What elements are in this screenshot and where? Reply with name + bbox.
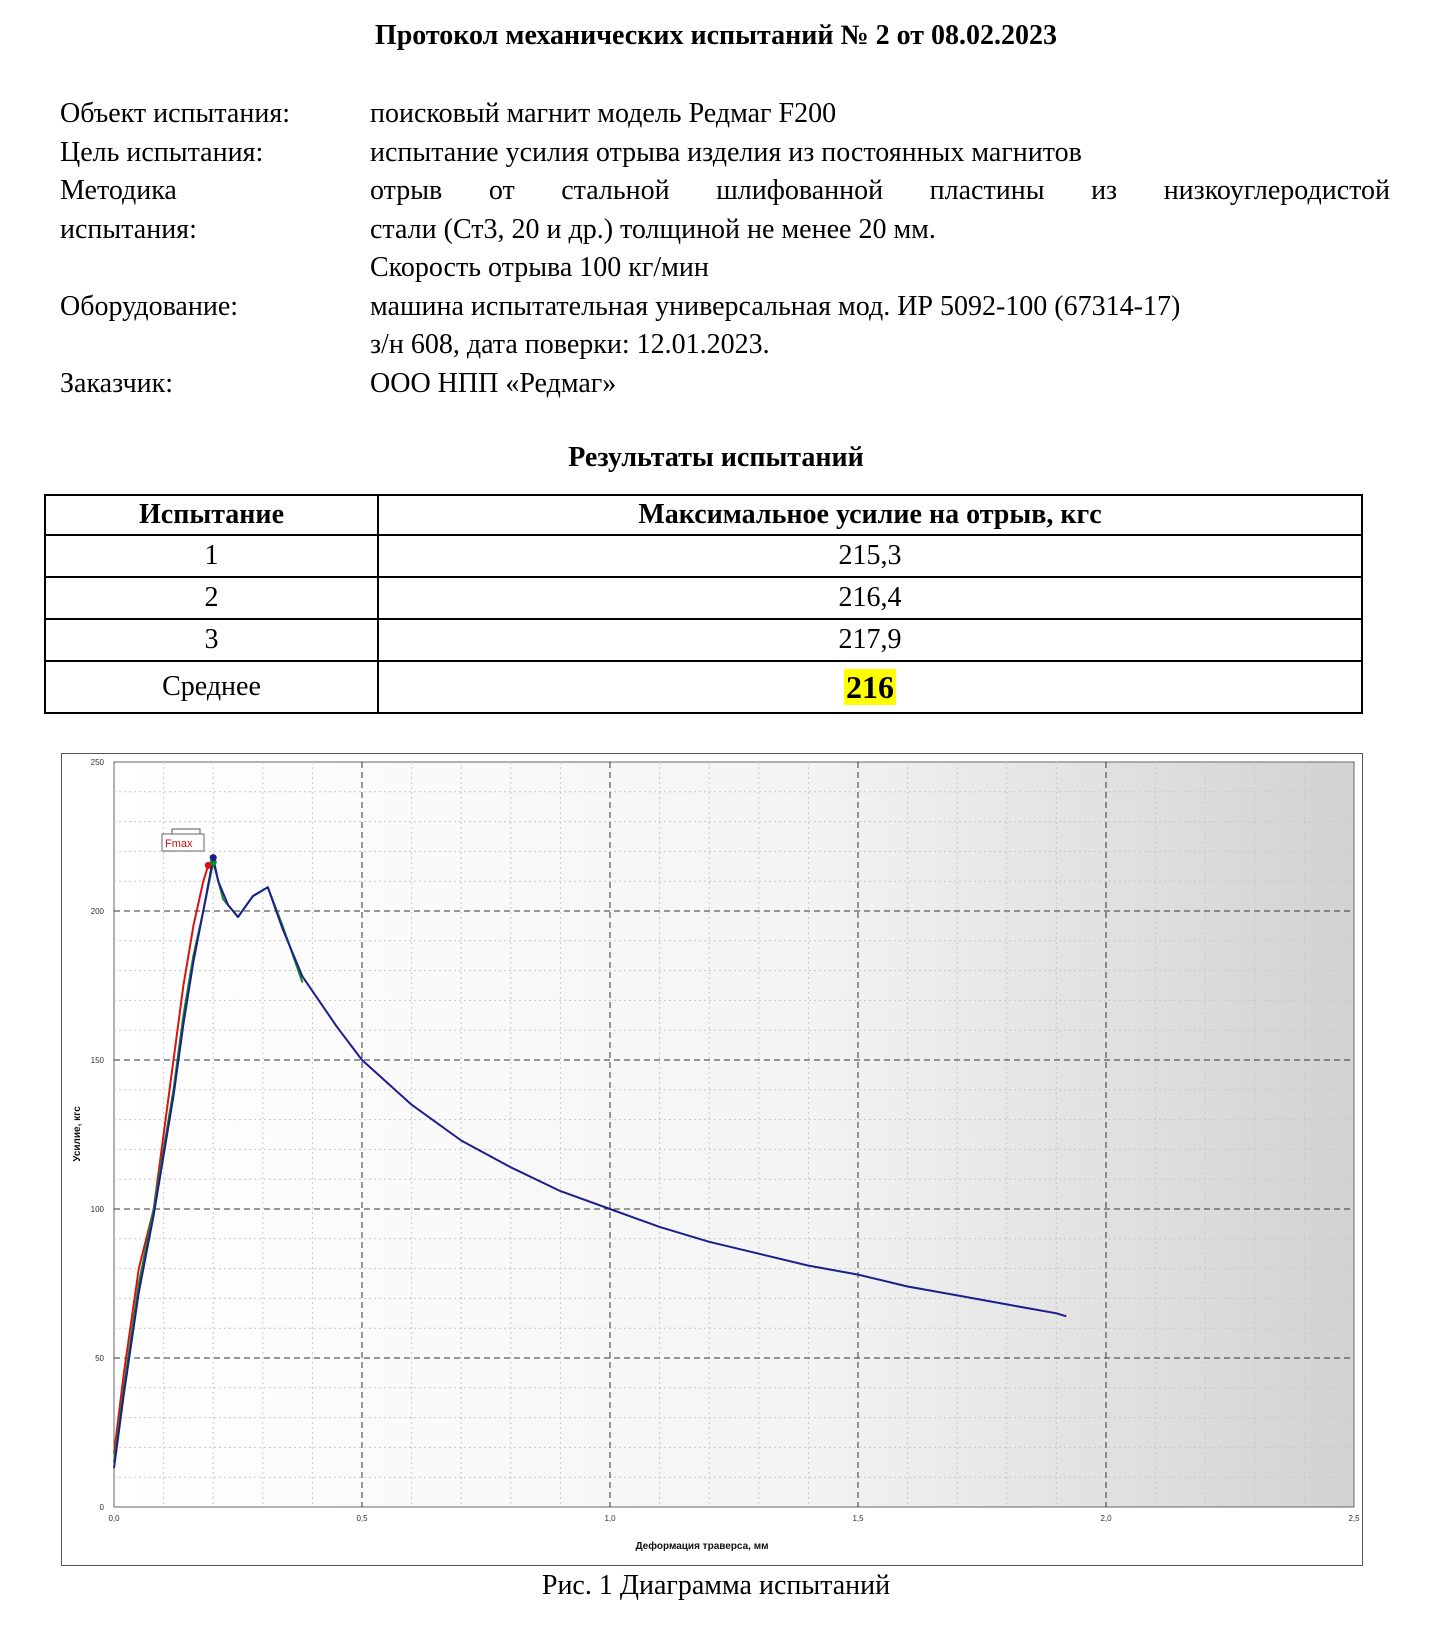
y-tick-label: 50: [95, 1354, 104, 1363]
info-label-object: Объект испытания:: [60, 98, 290, 129]
info-value-object: поисковый магнит модель Редмаг F200: [370, 98, 837, 129]
info-label-purpose: Цель испытания:: [60, 136, 264, 168]
x-tick-label: 0,0: [108, 1514, 120, 1523]
table-cell-average: [378, 661, 1362, 713]
y-tick-label: 200: [90, 907, 104, 916]
chart-frame: [61, 753, 1363, 1566]
y-axis-label: Усилие, кгс: [72, 1106, 83, 1162]
info-value-equipment-line1: машина испытательная универсальная мод. ИР 5092-100 (67314-17): [370, 290, 1181, 322]
x-tick-label: 2,0: [1100, 1514, 1112, 1523]
y-tick-label: 100: [90, 1205, 104, 1214]
table-cell-test: 3: [45, 619, 378, 661]
info-value-equipment-line2: з/н 608, дата поверки: 12.01.2023.: [370, 329, 770, 360]
table-cell-value: 215,3: [378, 535, 1362, 577]
info-label-equipment: Оборудование:: [60, 290, 239, 322]
info-value-equipment: [370, 288, 1390, 365]
x-tick-label: 1,5: [852, 1514, 864, 1523]
info-label-method: [60, 172, 370, 288]
x-tick-label: 2,5: [1348, 1514, 1360, 1523]
average-value-highlight: 216: [846, 668, 894, 705]
peak-marker-3: [210, 854, 217, 861]
x-tick-label: 1,0: [604, 1514, 616, 1523]
fmax-label: Fmax: [165, 838, 193, 850]
info-value-customer: ООО НПП «Редмаг»: [370, 367, 617, 399]
table-cell-value: 217,9: [378, 619, 1362, 661]
table-header-force: Максимальное усилие на отрыв, кгс: [378, 495, 1362, 535]
info-value-method-line2: стали (Ст3, 20 и др.) толщиной не менее 20 мм.: [370, 213, 936, 245]
document-title: Протокол механических испытаний № 2 от 08.02.2023: [374, 20, 1058, 51]
info-row-object: [60, 95, 1390, 134]
table-row: [45, 577, 1362, 619]
info-label-customer: Заказчик:: [60, 367, 174, 399]
info-value-method-line1: отрыв от стальной шлифованной пластины из низкоуглеродистой: [370, 175, 1390, 206]
info-row-method: [60, 172, 1390, 288]
info-value-method: [370, 172, 1390, 288]
figure-caption: Рис. 1 Диаграмма испытаний: [541, 1570, 891, 1601]
y-tick-label: 150: [90, 1056, 104, 1065]
table-row-average: [45, 661, 1362, 713]
table-cell-value: 216,4: [378, 577, 1362, 619]
info-value-method-line3: Скорость отрыва 100 кг/мин: [370, 252, 709, 283]
y-tick-label: 0: [99, 1503, 104, 1512]
results-table: [44, 494, 1363, 714]
info-row-equipment: [60, 288, 1390, 365]
plot-background: [114, 762, 1354, 1507]
table-cell-test: 1: [45, 535, 378, 577]
y-tick-label: 250: [90, 758, 104, 767]
info-row-purpose: [60, 134, 1390, 173]
results-title: Результаты испытаний: [568, 442, 864, 473]
table-row: [45, 619, 1362, 661]
table-row: [45, 535, 1362, 577]
table-header-test: Испытание: [45, 495, 378, 535]
table-header-row: [45, 495, 1362, 535]
info-value-purpose: испытание усилия отрыва изделия из постоянных магнитов: [370, 136, 1082, 168]
info-label-method-line1: Методика: [60, 175, 177, 206]
info-label-method-line2: испытания:: [60, 213, 197, 245]
table-cell-test: 2: [45, 577, 378, 619]
y-tick-labels: [91, 758, 105, 1512]
x-axis-label: Деформация траверса, мм: [635, 1541, 769, 1552]
test-diagram-chart: [62, 754, 1362, 1565]
table-cell-average-label: Среднее: [45, 661, 378, 713]
info-block: [60, 95, 1390, 403]
x-tick-labels: [108, 1514, 1360, 1523]
info-row-customer: [60, 365, 1390, 404]
x-tick-label: 0,5: [356, 1514, 368, 1523]
